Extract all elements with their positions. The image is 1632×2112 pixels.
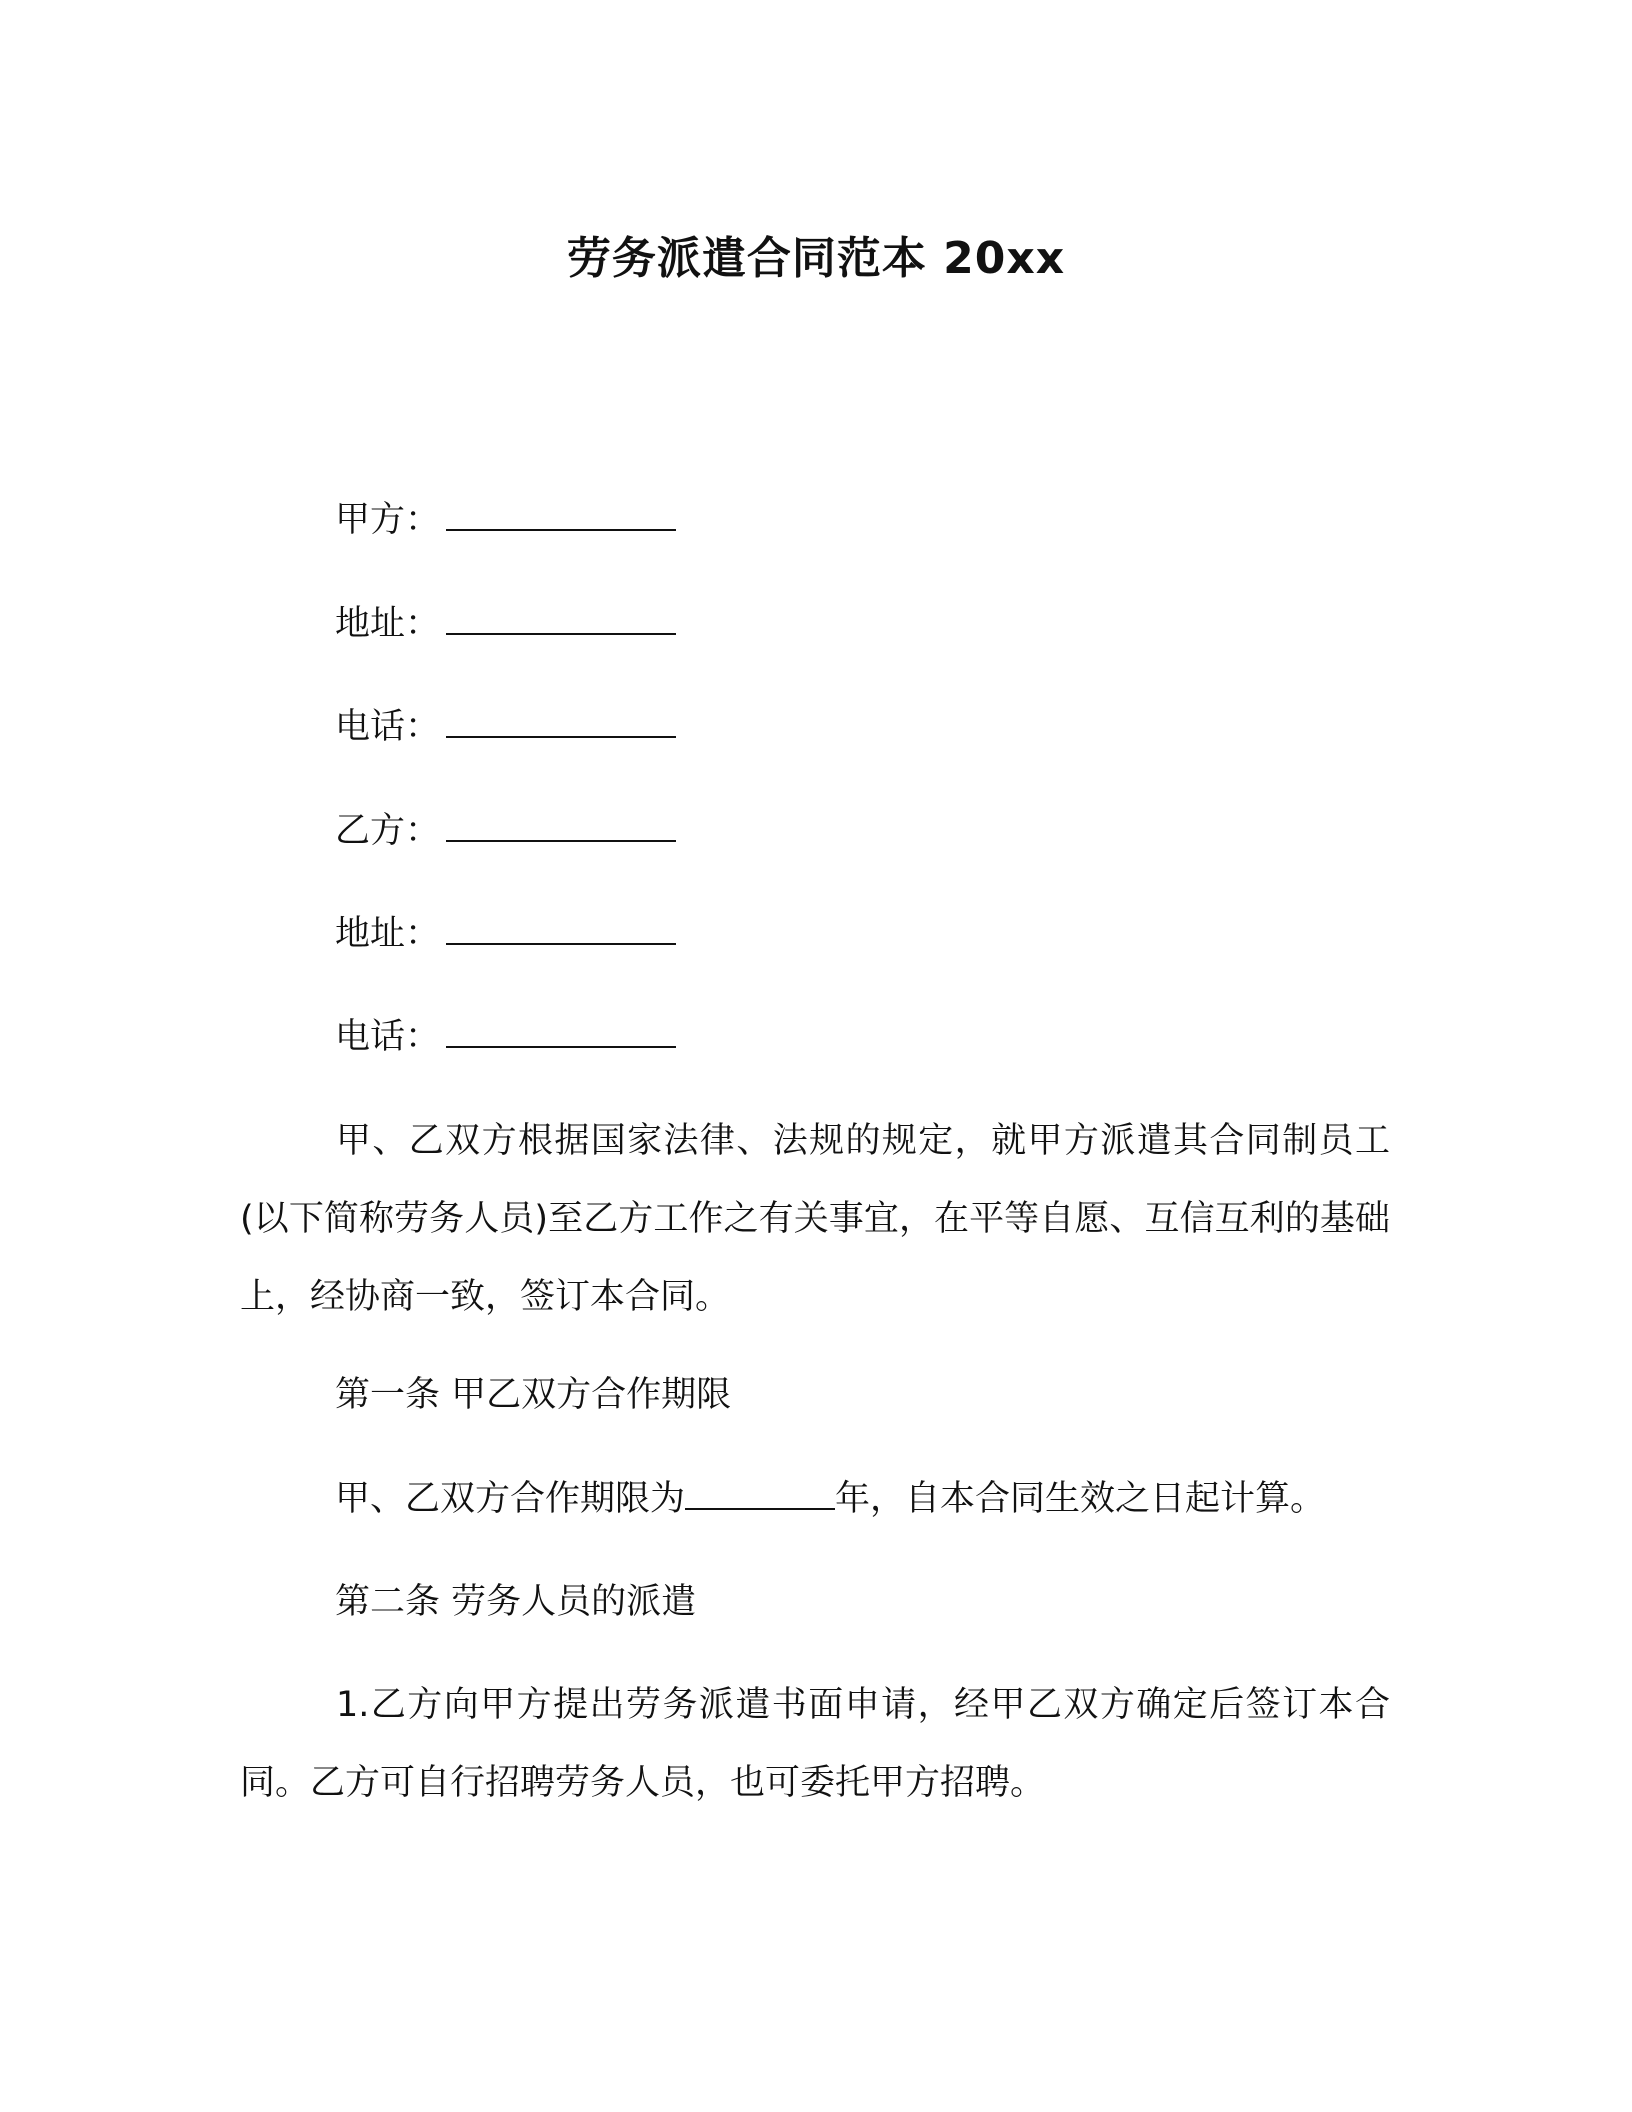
article-1-heading: 第一条 甲乙双方合作期限 [335,1375,732,1415]
party-b-phone-label: 电话： [335,1017,441,1057]
party-a-name-field [335,497,676,543]
party-b-name-field [335,808,676,854]
party-b-address-field [335,911,676,957]
party-a-address-label: 地址： [335,604,441,644]
term-years-blank [685,1478,835,1510]
party-a-name-blank [446,499,676,531]
party-a-address-blank [446,603,676,635]
party-a-phone-label: 电话： [335,707,441,747]
article-2-item-1: 1.乙方向甲方提出劳务派遣书面申请，经甲乙双方确定后签订本合同。乙方可自行招聘劳务人员，也可委托甲方招聘。 [240,1685,1390,1803]
party-a-phone-field [335,704,676,750]
party-b-name-blank [446,810,676,842]
article-1-text-before: 甲、乙双方合作期限为 [335,1479,686,1519]
party-b-phone-field [335,1014,676,1060]
preamble-paragraph: 甲、乙双方根据国家法律、法规的规定，就甲方派遣其合同制员工(以下简称劳务人员)至乙方工作之有关事宜，在平等自愿、互信互利的基础上，经协商一致，签订本合同。 [240,1121,1390,1317]
party-a-phone-blank [446,706,676,738]
party-b-address-label: 地址： [335,914,441,954]
party-a-name-label: 甲方： [335,500,441,540]
document-title: 劳务派遣合同范本 20xx [566,233,1066,284]
article-2-heading: 第二条 劳务人员的派遣 [335,1582,697,1622]
party-b-address-blank [446,913,676,945]
party-a-address-field [335,601,676,647]
party-b-phone-blank [446,1016,676,1048]
article-1-text-after: 年，自本合同生效之日起计算。 [835,1479,1326,1519]
article-1-text [335,1476,1325,1522]
party-b-name-label: 乙方： [335,811,441,851]
